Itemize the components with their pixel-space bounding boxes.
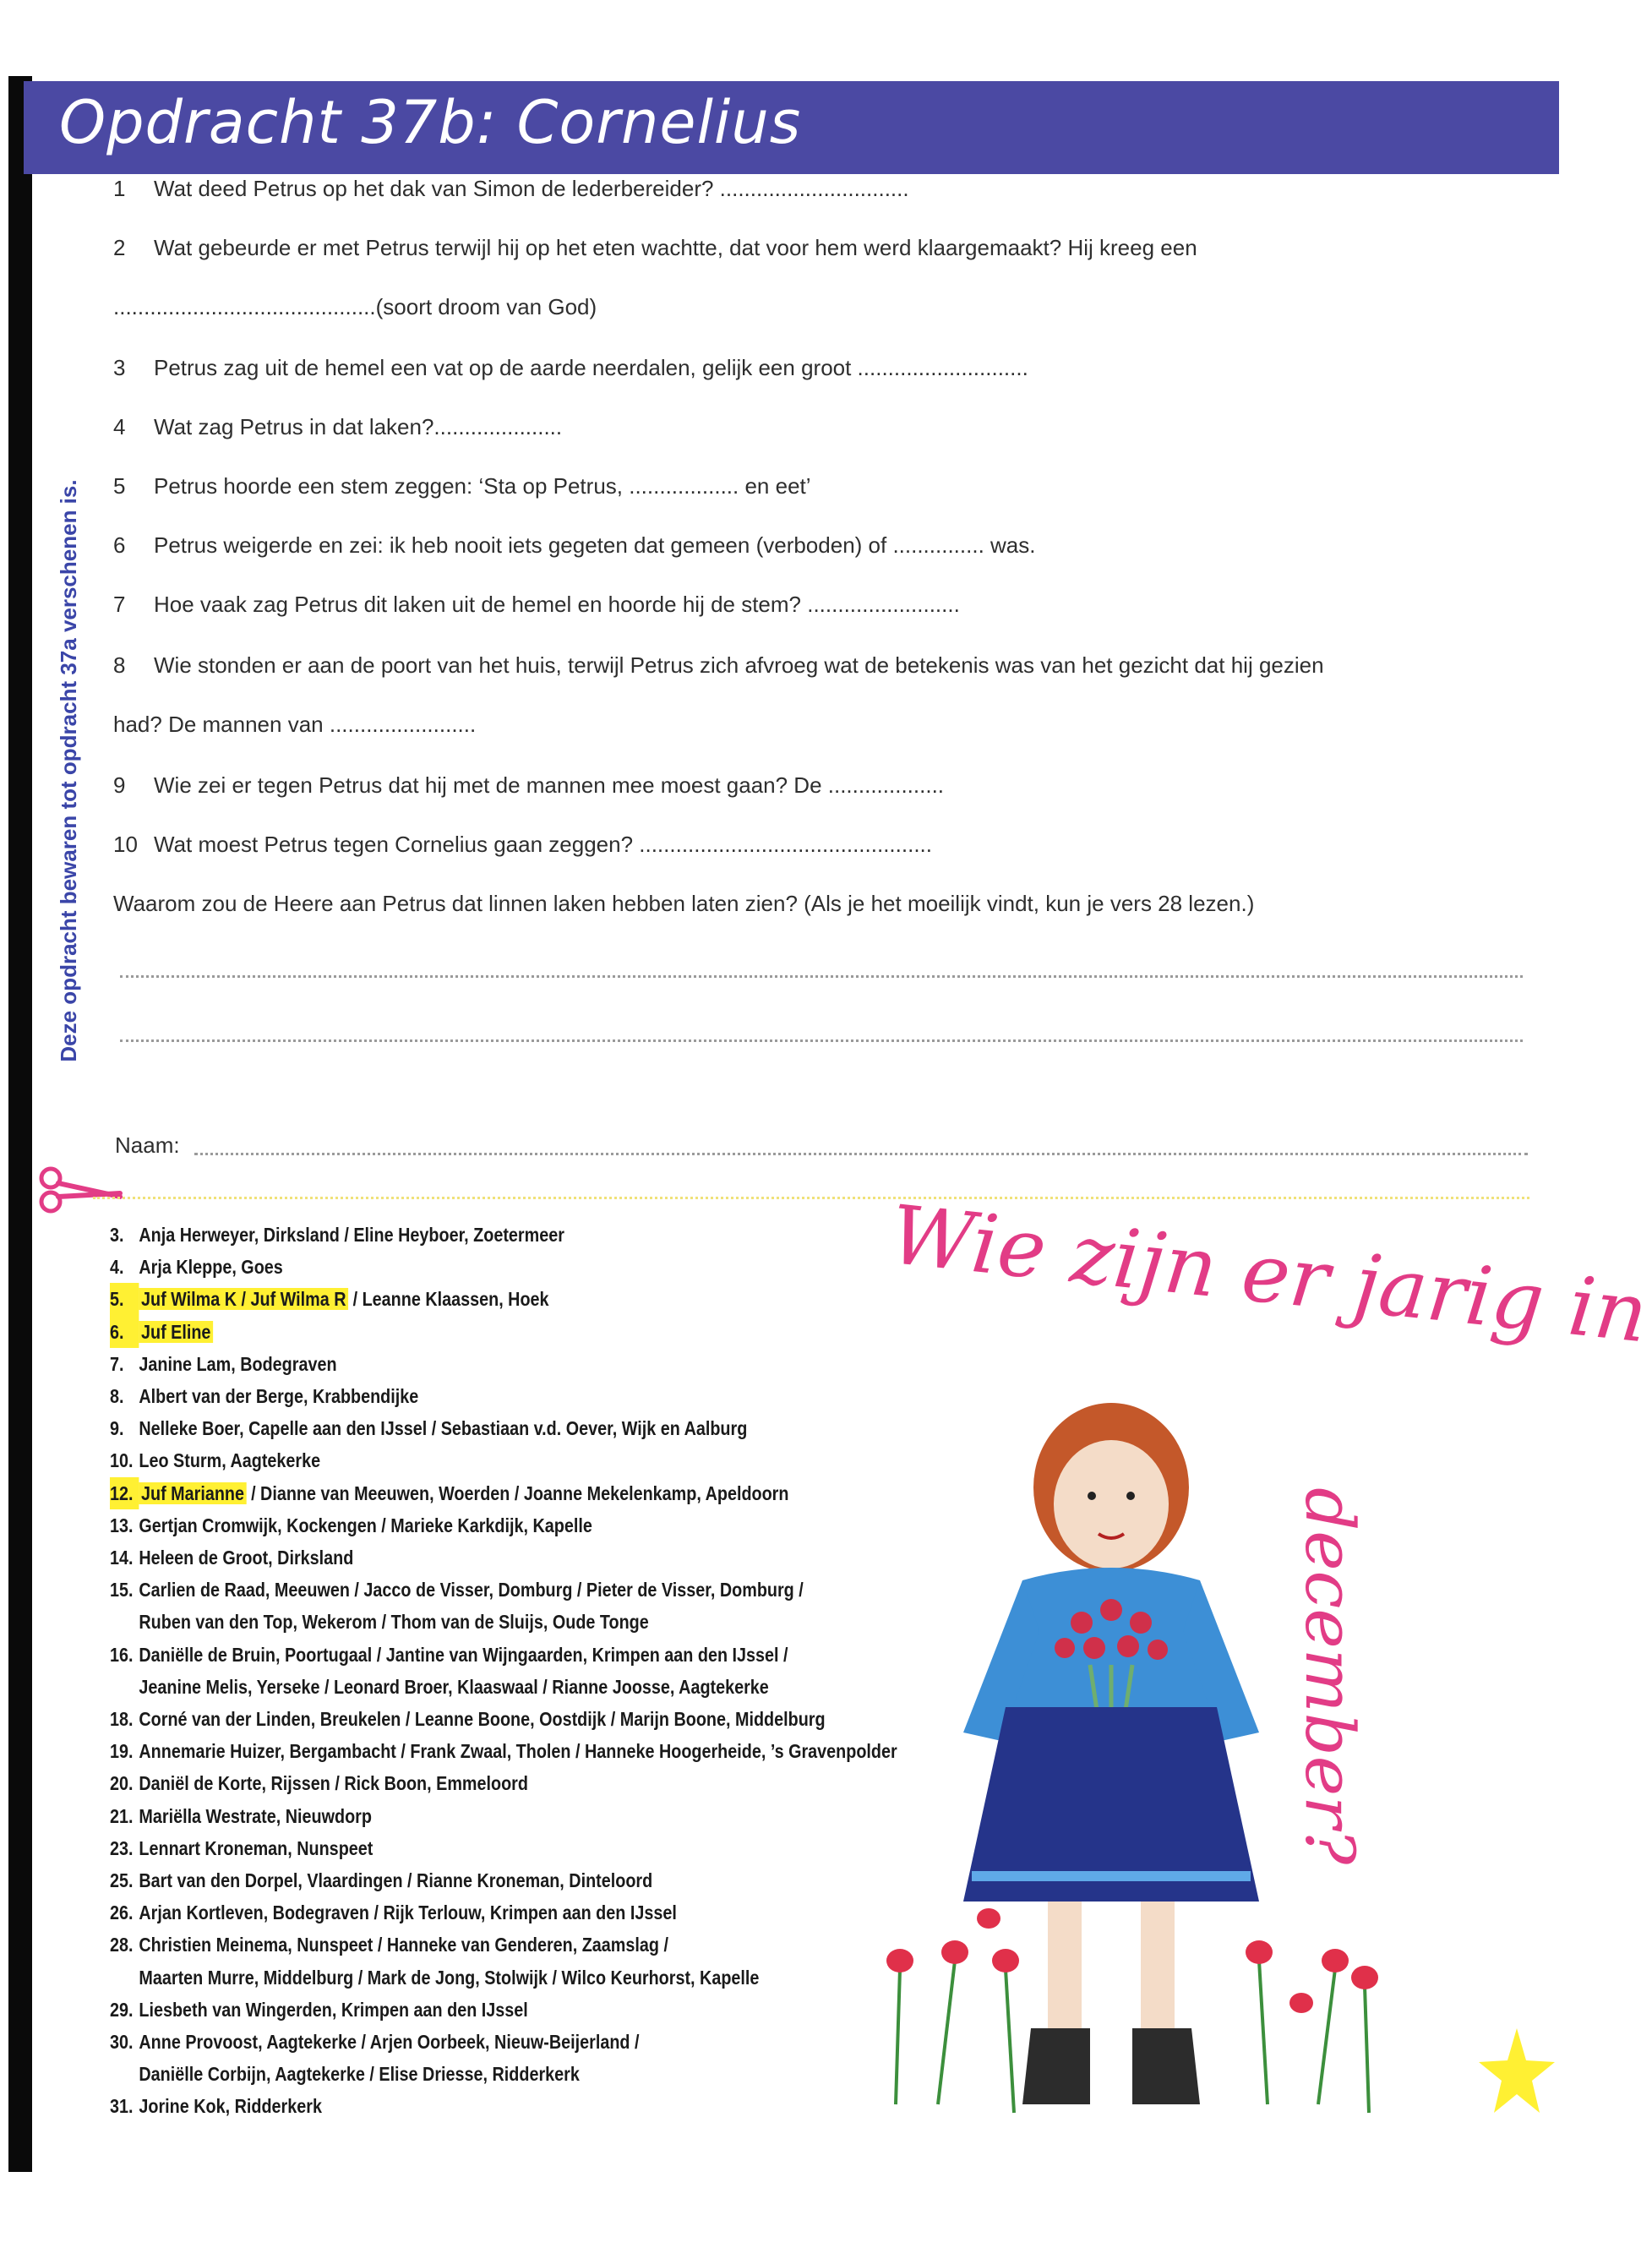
birthday-names: Lennart Kroneman, Nunspeet bbox=[139, 1836, 373, 1859]
question-number: 3 bbox=[113, 355, 126, 380]
birthday-day: 3. bbox=[110, 1224, 124, 1246]
birthday-names: Daniël de Korte, Rijssen / Rick Boon, Emmeloord bbox=[139, 1772, 528, 1795]
birthday-row bbox=[110, 1574, 837, 1606]
question-3 bbox=[113, 355, 1028, 381]
highlighted-name: Juf Wilma K / Juf Wilma R bbox=[139, 1288, 348, 1310]
name-label: Naam: bbox=[115, 1132, 180, 1158]
birthday-row bbox=[110, 1251, 837, 1283]
birthday-row bbox=[110, 1929, 837, 1961]
birthday-day: 10. bbox=[110, 1449, 134, 1472]
birthday-day: 9. bbox=[110, 1417, 124, 1440]
birthday-row bbox=[110, 1639, 837, 1671]
question-text: Wie stonden er aan de poort van het huis, terwijl Petrus zich afvroeg wat de betekenis was van het gezicht dat hij gezien bbox=[154, 652, 1324, 678]
question-number: 8 bbox=[113, 652, 126, 678]
question-number: 2 bbox=[113, 235, 126, 260]
birthday-day: 4. bbox=[110, 1256, 124, 1279]
birthday-row bbox=[110, 1541, 837, 1574]
star-icon bbox=[1479, 2028, 1555, 2125]
birthday-row bbox=[110, 1832, 837, 1864]
birthday-names: Jorine Kok, Ridderkerk bbox=[139, 2095, 322, 2118]
question-text: Wat deed Petrus op het dak van Simon de lederbereider? ............................... bbox=[154, 176, 909, 201]
question-text: Wat gebeurde er met Petrus terwijl hij op het eten wachtte, dat voor hem werd klaargemaakt? Hij kreeg een bbox=[154, 235, 1197, 260]
birthday-names: Arjan Kortleven, Bodegraven / Rijk Terlouw, Krimpen aan den IJssel bbox=[139, 1902, 677, 1924]
birthday-day: 29. bbox=[110, 1998, 134, 2021]
open-question: Waarom zou de Heere aan Petrus dat linnen laken hebben laten zien? (Als je het moeilijk vindt, kun je vers 28 lezen.) bbox=[113, 891, 1255, 916]
left-black-border bbox=[8, 76, 32, 2172]
question-text: Wat moest Petrus tegen Cornelius gaan zeggen? ................................................ bbox=[154, 832, 932, 857]
birthday-row bbox=[110, 1412, 837, 1444]
birthday-names: Anja Herweyer, Dirksland / Eline Heyboer, Zoetermeer bbox=[139, 1224, 564, 1246]
birthday-day: 15. bbox=[110, 1579, 134, 1601]
birthday-day: 18. bbox=[110, 1708, 134, 1731]
birthday-day: 30. bbox=[110, 2031, 134, 2054]
birthday-names: Corné van der Linden, Breukelen / Leanne Boone, Oostdijk / Marijn Boone, Middelburg bbox=[139, 1708, 826, 1731]
question-1 bbox=[113, 176, 909, 202]
name-field[interactable] bbox=[194, 1153, 1528, 1155]
birthday-day: 12. bbox=[110, 1477, 139, 1509]
birthday-names: Arja Kleppe, Goes bbox=[139, 1256, 283, 1279]
birthday-names: Christien Meinema, Nunspeet / Hanneke van Genderen, Zaamslag / bbox=[139, 1934, 668, 1956]
question-9 bbox=[113, 772, 944, 799]
birthday-row bbox=[110, 1703, 837, 1735]
question-7 bbox=[113, 592, 960, 618]
birthday-row bbox=[110, 1509, 837, 1541]
answer-line-1[interactable] bbox=[120, 975, 1523, 978]
birthday-names: Liesbeth van Wingerden, Krimpen aan den IJssel bbox=[139, 1998, 528, 2021]
question-text: Petrus hoorde een stem zeggen: ‘Sta op Petrus, .................. en eet’ bbox=[154, 473, 811, 499]
birthday-row bbox=[110, 1896, 837, 1929]
question-number: 10 bbox=[113, 832, 138, 857]
birthday-names: Janine Lam, Bodegraven bbox=[139, 1352, 337, 1375]
answer-line-2[interactable] bbox=[120, 1039, 1523, 1042]
birthday-day: 5. bbox=[110, 1283, 139, 1315]
birthday-row bbox=[110, 1380, 837, 1412]
highlighted-name: Juf Eline bbox=[139, 1321, 213, 1343]
birthday-names: Anne Provoost, Aagtekerke / Arjen Oorbeek, Nieuw-Beijerland / bbox=[139, 2031, 640, 2054]
question-number: 1 bbox=[113, 176, 126, 201]
birthday-day: 13. bbox=[110, 1514, 134, 1536]
question-4 bbox=[113, 414, 562, 440]
birthday-names: / Leanne Klaassen, Hoek bbox=[348, 1288, 549, 1311]
birthday-day: 7. bbox=[110, 1352, 124, 1375]
birthday-day: 25. bbox=[110, 1869, 134, 1892]
question-cont-2 bbox=[113, 294, 597, 320]
birthday-row bbox=[110, 1283, 837, 1315]
birthday-row bbox=[110, 1477, 837, 1509]
question-text: Wat zag Petrus in dat laken?..................... bbox=[154, 414, 563, 439]
birthday-day: 31. bbox=[110, 2095, 134, 2118]
birthday-row bbox=[110, 1219, 837, 1251]
birthday-row bbox=[110, 1606, 837, 1638]
birthday-names: Carlien de Raad, Meeuwen / Jacco de Visser, Domburg / Pieter de Visser, Domburg / bbox=[139, 1579, 804, 1601]
birthday-row bbox=[110, 1994, 837, 2026]
question-number: 7 bbox=[113, 592, 126, 617]
birthday-row bbox=[110, 1864, 837, 1896]
birthday-names: Jeanine Melis, Yerseke / Leonard Broer, Klaaswaal / Rianne Joosse, Aagtekerke bbox=[139, 1675, 769, 1698]
page-title: Opdracht 37b: Cornelius bbox=[59, 88, 802, 157]
birthday-row bbox=[110, 1444, 837, 1476]
question-number: 6 bbox=[113, 532, 126, 558]
birthday-row bbox=[110, 1767, 837, 1799]
birthday-names: Daniëlle de Bruin, Poortugaal / Jantine van Wijngaarden, Krimpen aan den IJssel / bbox=[139, 1643, 788, 1666]
birthday-heading: Wie zijn er jarig in bbox=[886, 1187, 1652, 1361]
birthday-names: Nelleke Boer, Capelle aan den IJssel / Sebastiaan v.d. Oever, Wijk en Aalburg bbox=[139, 1417, 748, 1440]
question-text: Hoe vaak zag Petrus dit laken uit de hemel en hoorde hij de stem? ......................... bbox=[154, 592, 960, 617]
birthday-day: 6. bbox=[110, 1316, 139, 1348]
question-5 bbox=[113, 473, 811, 499]
birthday-day: 21. bbox=[110, 1804, 134, 1827]
birthday-day: 16. bbox=[110, 1643, 134, 1666]
question-2 bbox=[113, 235, 1197, 261]
side-note: Deze opdracht bewaren tot opdracht 37a verschenen is. bbox=[56, 479, 81, 1062]
birthday-row bbox=[110, 1735, 897, 1767]
birthday-row bbox=[110, 1671, 837, 1703]
birthday-day: 20. bbox=[110, 1772, 134, 1795]
birthday-names: Heleen de Groot, Dirksland bbox=[139, 1547, 354, 1569]
birthday-day: 23. bbox=[110, 1836, 134, 1859]
highlighted-name: Juf Marianne bbox=[139, 1482, 246, 1504]
question-text: Wie zei er tegen Petrus dat hij met de mannen mee moest gaan? De ................... bbox=[154, 772, 945, 798]
birthday-names: Daniëlle Corbijn, Aagtekerke / Elise Driesse, Ridderkerk bbox=[139, 2063, 580, 2086]
scissors-icon bbox=[35, 1159, 128, 1223]
birthday-row bbox=[110, 1316, 837, 1348]
birthday-names: / Dianne van Meeuwen, Woerden / Joanne Mekelenkamp, Apeldoorn bbox=[246, 1481, 789, 1504]
birthday-names: Mariëlla Westrate, Nieuwdorp bbox=[139, 1804, 372, 1827]
question-text: Petrus weigerde en zei: ik heb nooit iets gegeten dat gemeen (verboden) of ............... was. bbox=[154, 532, 1036, 558]
birthday-day: 8. bbox=[110, 1385, 124, 1408]
birthday-month: december? bbox=[1290, 1487, 1369, 1865]
question-cont-9 bbox=[113, 712, 476, 738]
birthday-day: 28. bbox=[110, 1934, 134, 1956]
question-number: 9 bbox=[113, 772, 126, 798]
birthday-row bbox=[110, 1348, 837, 1380]
birthday-names: Gertjan Cromwijk, Kockengen / Marieke Karkdijk, Kapelle bbox=[139, 1514, 592, 1536]
cut-line bbox=[93, 1197, 1529, 1199]
birthday-names: Maarten Murre, Middelburg / Mark de Jong, Stolwijk / Wilco Keurhorst, Kapelle bbox=[139, 1966, 760, 1989]
birthday-row bbox=[110, 2090, 837, 2122]
birthday-names: Annemarie Huizer, Bergambacht / Frank Zwaal, Tholen / Hanneke Hoogerheide, ’s Gravenpolder bbox=[139, 1740, 897, 1763]
birthday-row bbox=[110, 1800, 837, 1832]
question-8 bbox=[113, 652, 1324, 679]
birthday-names: Ruben van den Top, Wekerom / Thom van de Sluijs, Oude Tonge bbox=[139, 1611, 649, 1634]
birthday-names: Bart van den Dorpel, Vlaardingen / Rianne Kroneman, Dinteloord bbox=[139, 1869, 653, 1892]
question-text: had? De mannen van ........................ bbox=[113, 712, 477, 737]
question-number: 4 bbox=[113, 414, 126, 439]
birthday-day: 14. bbox=[110, 1547, 134, 1569]
question-10 bbox=[113, 832, 932, 858]
birthday-day: 26. bbox=[110, 1902, 134, 1924]
question-6 bbox=[113, 532, 1035, 559]
birthday-day: 19. bbox=[110, 1740, 134, 1763]
birthday-names: Leo Sturm, Aagtekerke bbox=[139, 1449, 321, 1472]
birthday-list bbox=[110, 1219, 955, 2123]
birthday-names: Albert van der Berge, Krabbendijke bbox=[139, 1385, 419, 1408]
birthday-row bbox=[110, 2058, 837, 2090]
girl-illustration bbox=[862, 1378, 1437, 2142]
question-number: 5 bbox=[113, 473, 126, 499]
question-text: ...........................................(soort droom van God) bbox=[113, 294, 597, 319]
birthday-row bbox=[110, 2026, 837, 2058]
birthday-row bbox=[110, 1962, 837, 1994]
question-text: Petrus zag uit de hemel een vat op de aarde neerdalen, gelijk een groot ............................ bbox=[154, 355, 1028, 380]
